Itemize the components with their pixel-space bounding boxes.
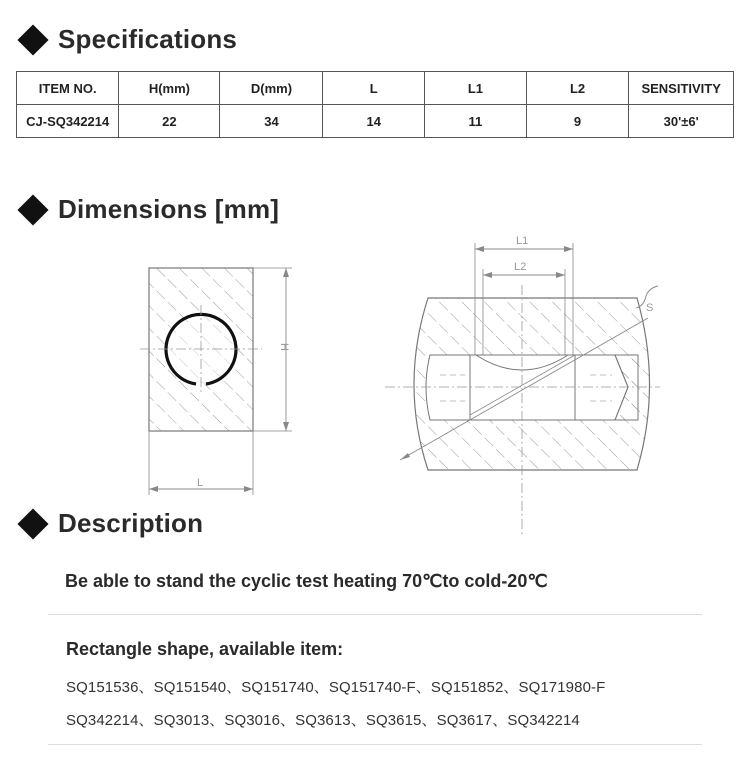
section-view bbox=[385, 235, 660, 535]
diamond-bullet-icon bbox=[17, 508, 48, 539]
header-d: D(mm) bbox=[220, 72, 323, 105]
cell-d: 34 bbox=[220, 105, 323, 138]
description-test-text: Be able to stand the cyclic test heating 70℃to cold-20℃ bbox=[65, 571, 548, 591]
dimensions-title: Dimensions [mm] bbox=[58, 194, 280, 224]
description-heading bbox=[17, 508, 203, 539]
spec-table-row bbox=[17, 105, 734, 138]
label-l1: L1 bbox=[516, 235, 529, 247]
header-l2: L2 bbox=[526, 72, 629, 105]
front-view bbox=[140, 268, 292, 495]
header-sensitivity: SENSITIVITY bbox=[629, 72, 734, 105]
label-s: S bbox=[646, 302, 654, 314]
header-l1: L1 bbox=[425, 72, 527, 105]
specifications-title: Specifications bbox=[58, 24, 238, 54]
cell-l: 14 bbox=[323, 105, 425, 138]
divider bbox=[48, 614, 702, 615]
cell-h: 22 bbox=[119, 105, 220, 138]
label-h: H bbox=[278, 343, 290, 351]
cell-l2: 9 bbox=[526, 105, 629, 138]
header-l: L bbox=[323, 72, 425, 105]
header-h: H(mm) bbox=[119, 72, 220, 105]
available-items-title: Rectangle shape, available item: bbox=[66, 639, 344, 659]
available-items-line-1: SQ151536、SQ151540、SQ151740、SQ151740-F、SQ151852、SQ171980-F bbox=[66, 679, 606, 696]
label-l: L bbox=[197, 477, 204, 489]
divider bbox=[48, 744, 702, 745]
header-item-no: ITEM NO. bbox=[17, 72, 119, 105]
diamond-bullet-icon bbox=[17, 194, 48, 225]
available-items-line-2: SQ342214、SQ3013、SQ3016、SQ3613、SQ3615、SQ3617、SQ342214 bbox=[66, 712, 580, 729]
dimension-drawing bbox=[0, 225, 750, 535]
spec-table bbox=[16, 71, 734, 138]
dimensions-heading bbox=[17, 194, 279, 225]
cell-item-no: CJ-SQ342214 bbox=[17, 105, 119, 138]
cell-l1: 11 bbox=[425, 105, 527, 138]
spec-table-header-row bbox=[17, 72, 734, 105]
description-title: Description bbox=[58, 508, 204, 538]
label-l2: L2 bbox=[514, 261, 527, 273]
diamond-bullet-icon bbox=[17, 24, 48, 55]
cell-sensitivity: 30'±6' bbox=[629, 105, 734, 138]
specifications-heading bbox=[17, 24, 237, 55]
